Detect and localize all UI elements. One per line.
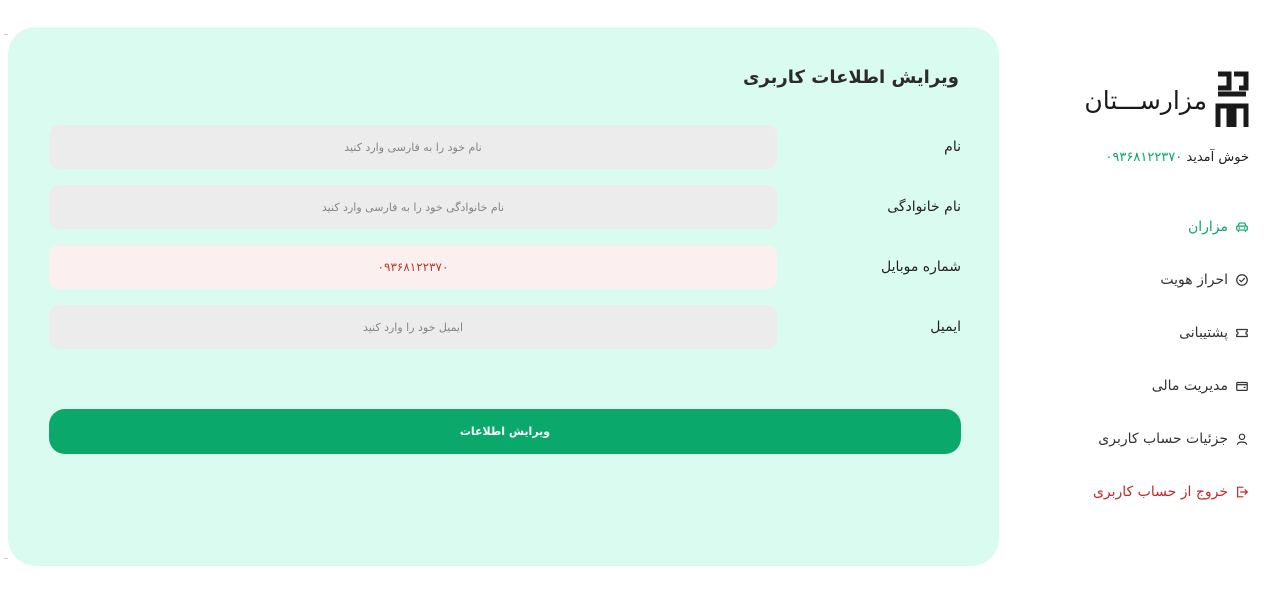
sidebar-item-label: جزئیات حساب کاربری — [1098, 430, 1228, 447]
first-name-input[interactable] — [49, 125, 777, 169]
user-icon — [1235, 432, 1249, 446]
sidebar-item-label: پشتیبانی — [1179, 324, 1228, 341]
email-input[interactable] — [49, 305, 777, 349]
wallet-icon — [1235, 379, 1249, 393]
edit-info-button[interactable]: ویرایش اطلاعات — [49, 409, 961, 454]
sidebar-item-account-details[interactable] — [1093, 412, 1249, 465]
welcome-message — [1105, 150, 1249, 165]
welcome-text: خوش آمدید — [1186, 150, 1249, 165]
car-icon — [1235, 220, 1249, 234]
first-name-placeholder: نام خود را به فارسی وارد کنید — [344, 140, 482, 154]
sidebar-nav — [1093, 200, 1249, 518]
sidebar-item-finance[interactable] — [1093, 359, 1249, 412]
welcome-phone: ۰۹۳۶۸۱۲۲۳۷۰ — [1105, 150, 1183, 165]
sidebar-item-label: مزاران — [1187, 218, 1228, 235]
form-row-last-name — [8, 185, 999, 229]
check-circle-icon — [1235, 273, 1249, 287]
sidebar-item-logout[interactable] — [1093, 465, 1249, 518]
mobile-label: شماره موبایل — [880, 259, 961, 275]
page-title: ویرایش اطلاعات کاربری — [742, 67, 959, 88]
edge-tick — [4, 34, 8, 35]
mobile-value: ۰۹۳۶۸۱۲۲۳۷۰ — [377, 260, 449, 274]
last-name-placeholder: نام خانوادگی خود را به فارسی وارد کنید — [321, 200, 505, 214]
sidebar-item-label: خروج از حساب کاربری — [1092, 483, 1228, 500]
form-row-first-name — [8, 125, 999, 169]
brand-name: مزارســـتان — [1084, 85, 1207, 115]
first-name-label: نام — [944, 139, 961, 155]
sidebar-item-support[interactable] — [1093, 306, 1249, 359]
mobile-input[interactable] — [49, 245, 777, 289]
logout-icon — [1235, 485, 1249, 499]
form-row-mobile — [8, 245, 999, 289]
email-placeholder: ایمیل خود را وارد کنید — [362, 320, 464, 334]
sidebar-item-label: احراز هویت — [1160, 271, 1228, 288]
edge-tick — [4, 558, 8, 559]
last-name-label: نام خانوادگی — [887, 199, 961, 215]
ticket-icon — [1235, 326, 1249, 340]
sidebar-item-label: مدیریت مالی — [1151, 377, 1228, 394]
brand[interactable] — [1084, 70, 1249, 130]
email-label: ایمیل — [930, 319, 961, 335]
form-row-email — [8, 305, 999, 349]
brand-logo-icon — [1215, 70, 1249, 130]
sidebar-item-identity[interactable] — [1093, 253, 1249, 306]
last-name-input[interactable] — [49, 185, 777, 229]
sidebar-item-mazaran[interactable] — [1093, 200, 1249, 253]
edit-profile-card — [8, 27, 999, 566]
sidebar — [1030, 0, 1255, 590]
